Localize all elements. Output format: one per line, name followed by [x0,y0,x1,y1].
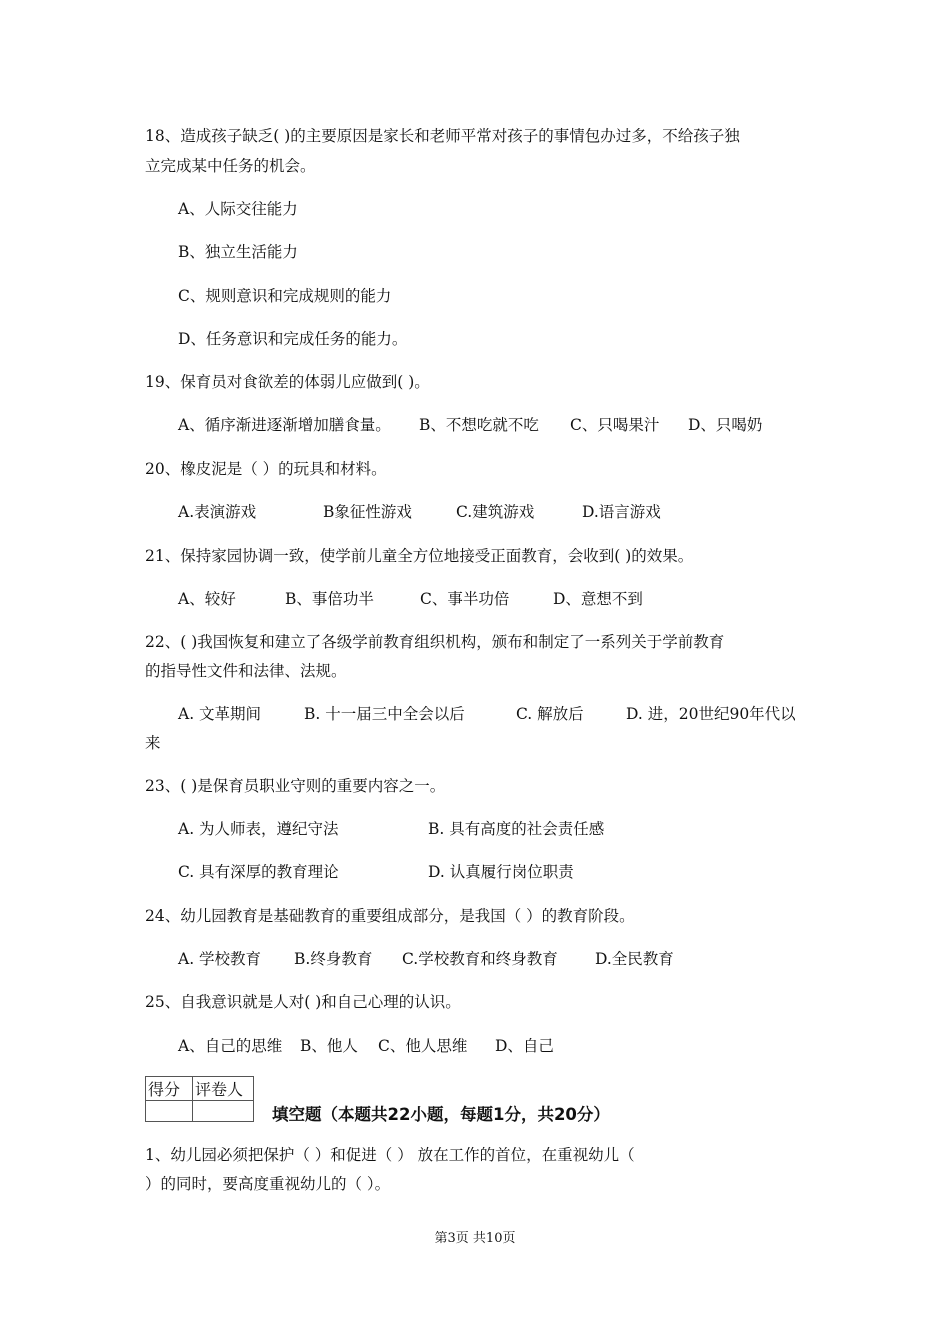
question-19-option-d: D、只喝奶 [688,416,763,434]
question-18-option-c: C、规则意识和完成规则的能力 [178,287,392,305]
question-22-option-continuation: 来 [145,734,161,752]
score-table-cell-score [146,1101,193,1122]
page-footer: 第3页 共10页 [434,1231,516,1246]
question-21-option-a: A、较好 [178,590,236,608]
question-23-line-1: 23、( )是保育员职业守则的重要内容之一。 [145,777,446,795]
fill-blank-1-line-2: ）的同时，要高度重视幼儿的（ ）。 [145,1175,391,1193]
score-table-header-grader: 评卷人 [193,1077,254,1101]
question-18-option-d: D、任务意识和完成任务的能力。 [178,330,408,348]
question-25-option-d: D、自己 [495,1037,554,1055]
score-table-header-score: 得分 [146,1077,193,1101]
question-21-option-b: B、事倍功半 [285,590,374,608]
question-24-option-c: C.学校教育和终身教育 [402,950,558,968]
question-19-option-c: C、只喝果汁 [570,416,660,434]
question-18-line-1: 18、造成孩子缺乏( )的主要原因是家长和老师平常对孩子的事情包办过多，不给孩子独 [145,127,740,145]
score-table [145,1076,254,1122]
question-22-option-b: B. 十一届三中全会以后 [304,705,465,723]
question-22-options [178,703,796,725]
question-20-option-c: C.建筑游戏 [456,503,535,521]
question-21-line-1: 21、保持家园协调一致，使学前儿童全方位地接受正面教育，会收到( )的效果。 [145,547,694,565]
question-23-option-d: D. 认真履行岗位职责 [428,863,574,881]
question-20-line-1: 20、橡皮泥是（ ）的玩具和材料。 [145,460,387,478]
score-table-cell-grader [193,1101,254,1122]
question-22-line-2: 的指导性文件和法律、法规。 [145,662,347,680]
section-title-fill-blank: 填空题（本题共22小题，每题1分，共20分） [272,1105,610,1124]
question-25-option-c: C、他人思维 [378,1037,468,1055]
question-25-options [178,1035,554,1057]
fill-blank-1-line-1: 1、幼儿园必须把保护（ ）和促进（ ） 放在工作的首位，在重视幼儿（ [145,1146,635,1164]
question-20-option-d: D.语言游戏 [582,503,661,521]
question-22-option-c: C. 解放后 [516,705,584,723]
question-24-option-d: D.全民教育 [595,950,674,968]
question-23-options-row-1 [178,818,605,840]
question-20-options [178,501,661,523]
question-24-options [178,948,674,970]
question-23-option-c: C. 具有深厚的教育理论 [178,863,339,881]
question-18-line-2: 立完成某中任务的机会。 [145,157,316,175]
question-19-line-1: 19、保育员对食欲差的体弱儿应做到( )。 [145,373,430,391]
question-25-option-b: B、他人 [300,1037,358,1055]
question-22-option-d: D. 进，20世纪90年代以 [626,705,796,723]
question-19-option-a: A、循序渐进逐渐增加膳食量。 [178,416,391,434]
question-22-line-1: 22、( )我国恢复和建立了各级学前教育组织机构，颁布和制定了一系列关于学前教育 [145,633,725,651]
question-18-option-b: B、独立生活能力 [178,243,298,261]
question-20-option-b: B象征性游戏 [323,503,412,521]
question-24-option-a: A. 学校教育 [178,950,262,968]
question-21-option-c: C、事半功倍 [420,590,510,608]
question-23-option-b: B. 具有高度的社会责任感 [428,820,605,838]
question-21-option-d: D、意想不到 [553,590,643,608]
question-25-option-a: A、自己的思维 [178,1037,283,1055]
question-19-options [178,414,763,436]
question-25-line-1: 25、自我意识就是人对( )和自己心理的认识。 [145,993,461,1011]
question-18-option-a: A、人际交往能力 [178,200,298,218]
question-23-option-a: A. 为人师表，遵纪守法 [178,820,339,838]
question-20-option-a: A.表演游戏 [178,503,257,521]
question-23-options-row-2 [178,861,574,883]
question-22-option-a: A. 文革期间 [178,705,262,723]
question-24-line-1: 24、幼儿园教育是基础教育的重要组成部分，是我国（ ）的教育阶段。 [145,907,635,925]
question-21-options [178,588,643,610]
question-19-option-b: B、不想吃就不吃 [419,416,539,434]
question-24-option-b: B.终身教育 [294,950,373,968]
